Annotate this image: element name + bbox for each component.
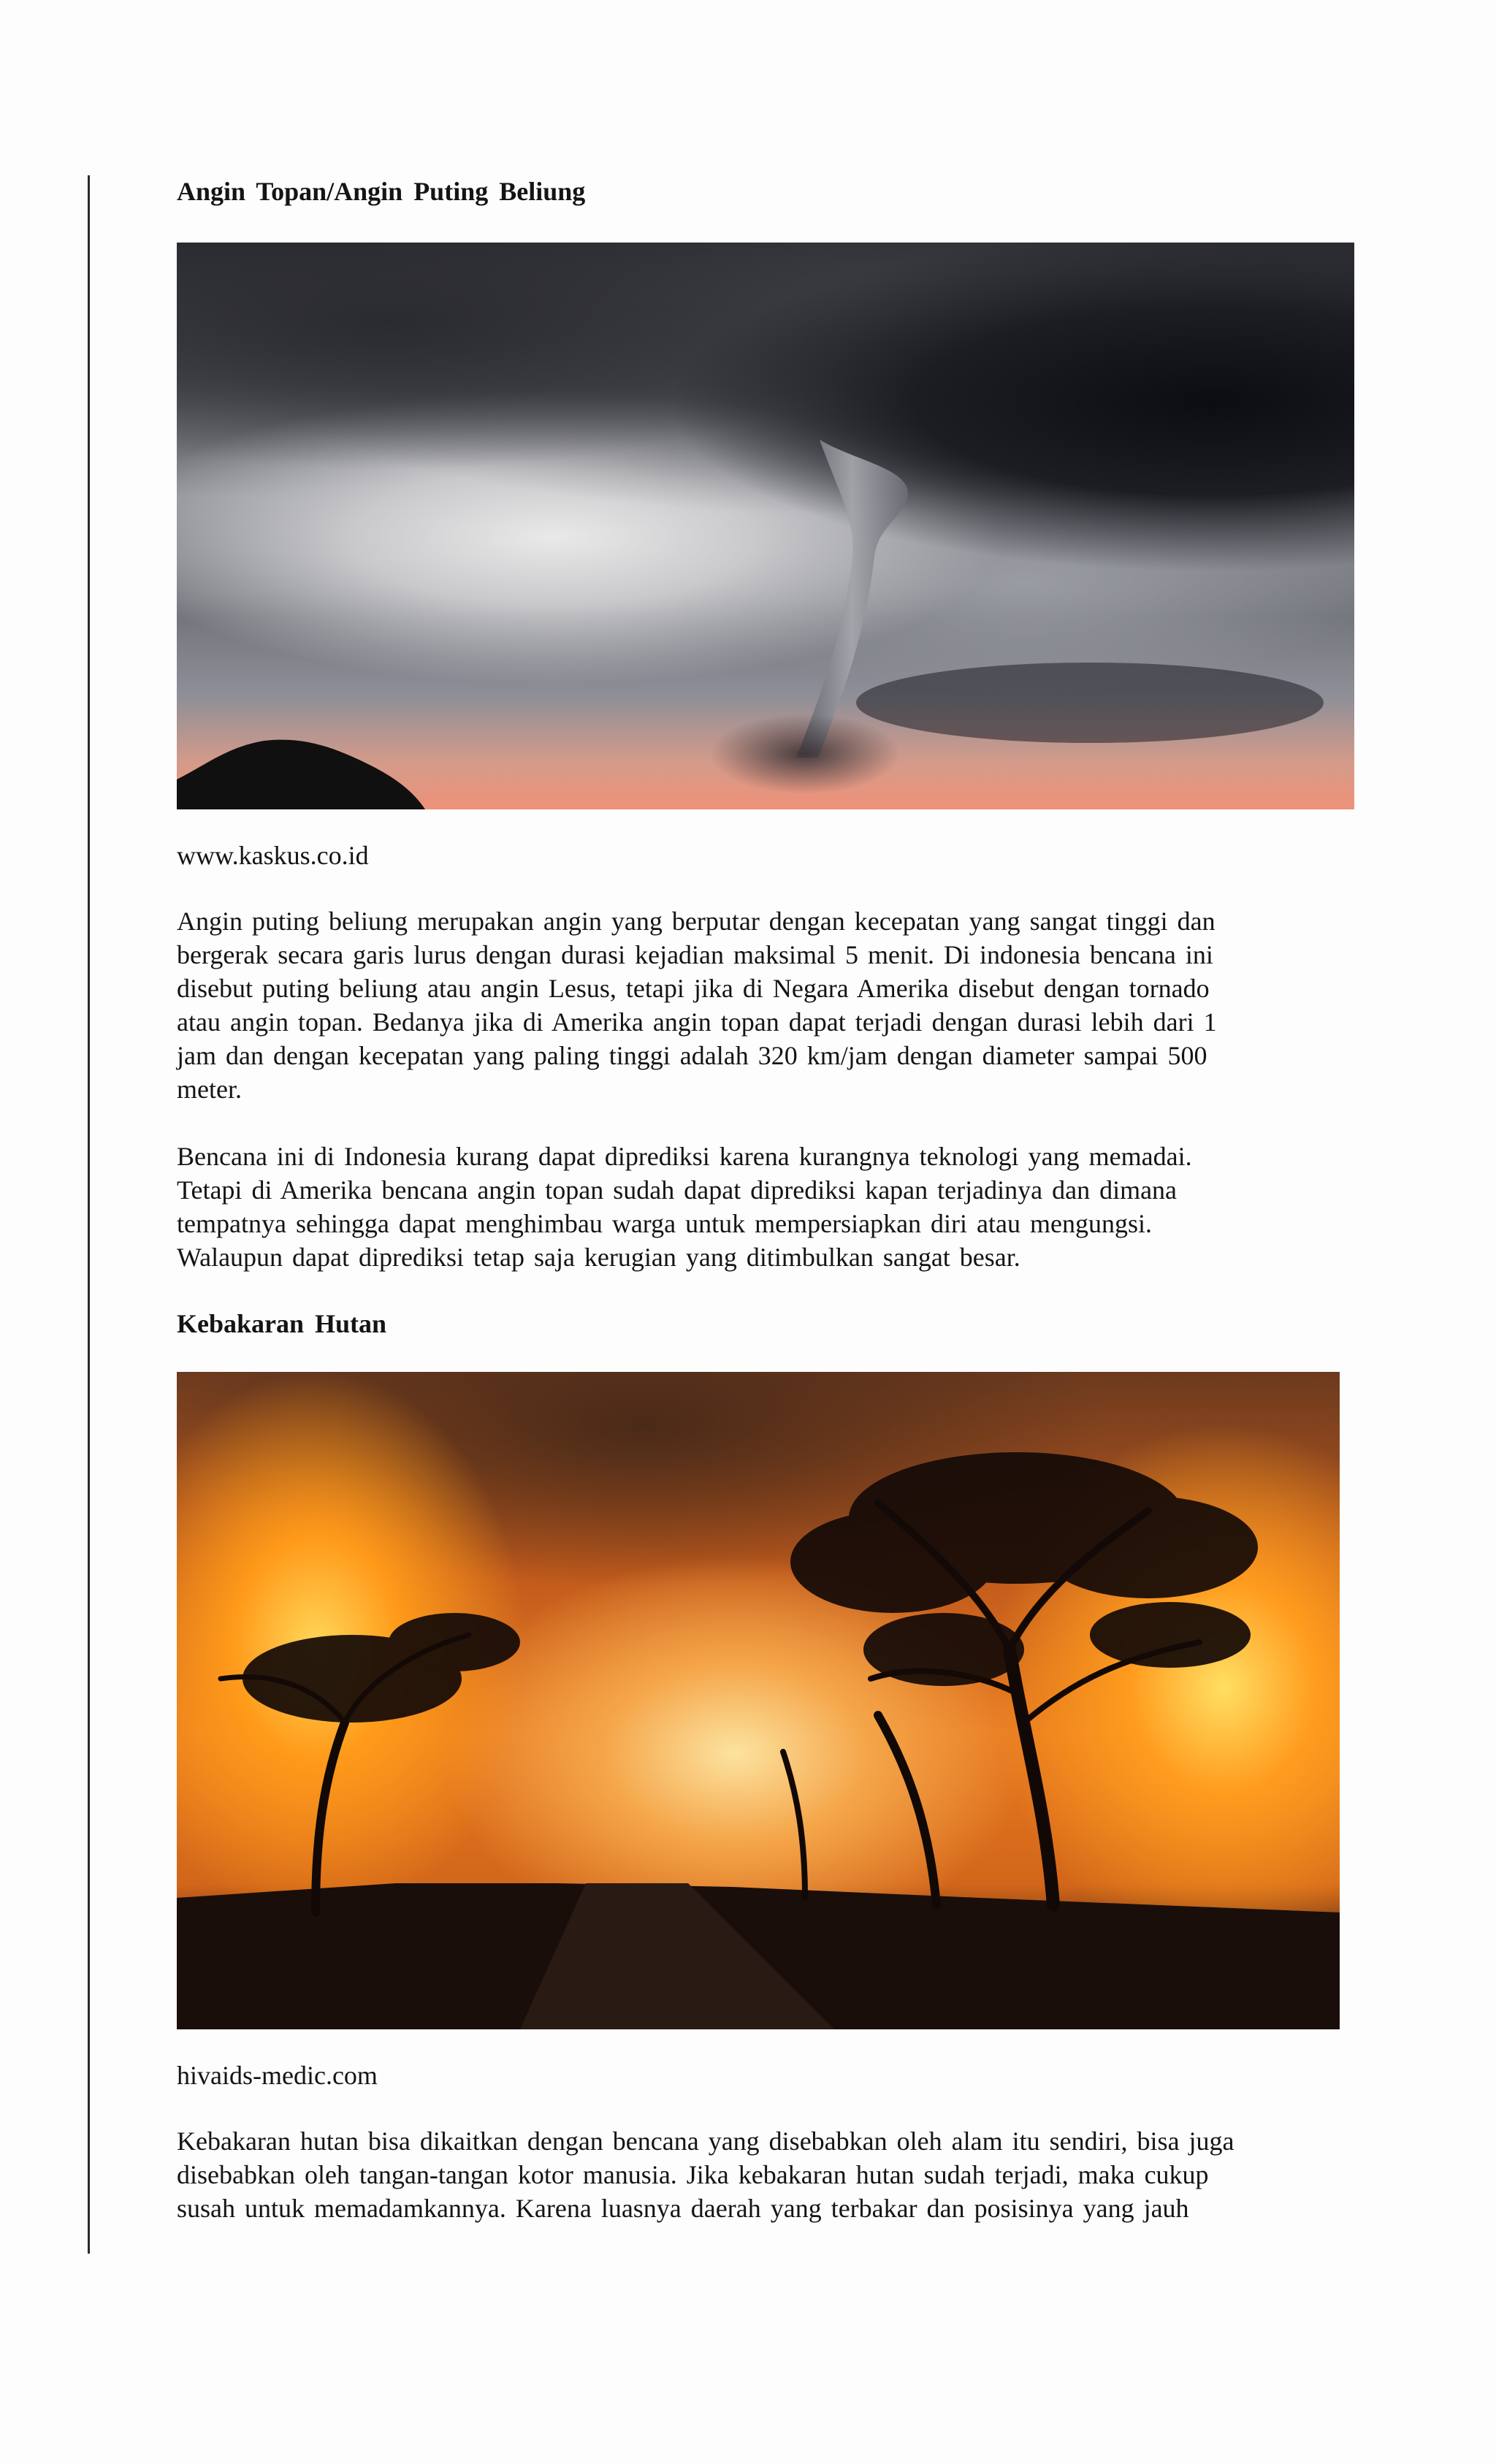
- paragraph-tornado-prediction: [177, 1140, 1346, 1274]
- text-line: bergerak secara garis lurus dengan durasi kejadian maksimal 5 menit. Di indonesia bencana ini: [177, 940, 1213, 969]
- tornado-photo: [177, 243, 1354, 809]
- text-line: Walaupun dapat diprediksi tetap saja kerugian yang ditimbulkan sangat besar.: [177, 1243, 1020, 1272]
- text-line: susah untuk memadamkannya. Karena luasnya daerah yang terbakar dan posisinya yang jauh: [177, 2194, 1189, 2223]
- text-line: Kebakaran hutan bisa dikaitkan dengan bencana yang disebabkan oleh alam itu sendiri, bisa juga: [177, 2127, 1234, 2156]
- text-line: jam dan dengan kecepatan yang paling tinggi adalah 320 km/jam dengan diameter sampai 500: [177, 1041, 1207, 1070]
- page-margin-line: [88, 175, 90, 2254]
- text-line: Bencana ini di Indonesia kurang dapat diprediksi karena kurangnya teknologi yang memadai.: [177, 1142, 1192, 1171]
- text-line: tempatnya sehingga dapat menghimbau warga untuk mempersiapkan diri atau mengungsi.: [177, 1209, 1152, 1238]
- document-body: [177, 172, 1346, 2225]
- text-line: Angin puting beliung merupakan angin yang berputar dengan kecepatan yang sangat tinggi dan: [177, 907, 1216, 936]
- heading-forest-fire: Kebakaran Hutan: [177, 1309, 387, 1338]
- image-source-hivaids: hivaids-medic.com: [177, 2061, 378, 2090]
- text-line: disebut puting beliung atau angin Lesus, tetapi jika di Negara Amerika disebut dengan tornado: [177, 974, 1210, 1003]
- forest-fire-photo: [177, 1372, 1340, 2029]
- text-line: meter.: [177, 1075, 242, 1104]
- image-source-kaskus: www.kaskus.co.id: [177, 841, 369, 870]
- heading-tornado: Angin Topan/Angin Puting Beliung: [177, 177, 586, 206]
- text-line: disebabkan oleh tangan-tangan kotor manusia. Jika kebakaran hutan sudah terjadi, maka cukup: [177, 2160, 1209, 2189]
- paragraph-tornado-description: [177, 904, 1346, 1106]
- text-line: atau angin topan. Bedanya jika di Amerika angin topan dapat terjadi dengan durasi lebih dari 1: [177, 1007, 1217, 1037]
- paragraph-forest-fire: [177, 2124, 1346, 2225]
- text-line: Tetapi di Amerika bencana angin topan sudah dapat diprediksi kapan terjadinya dan dimana: [177, 1175, 1178, 1205]
